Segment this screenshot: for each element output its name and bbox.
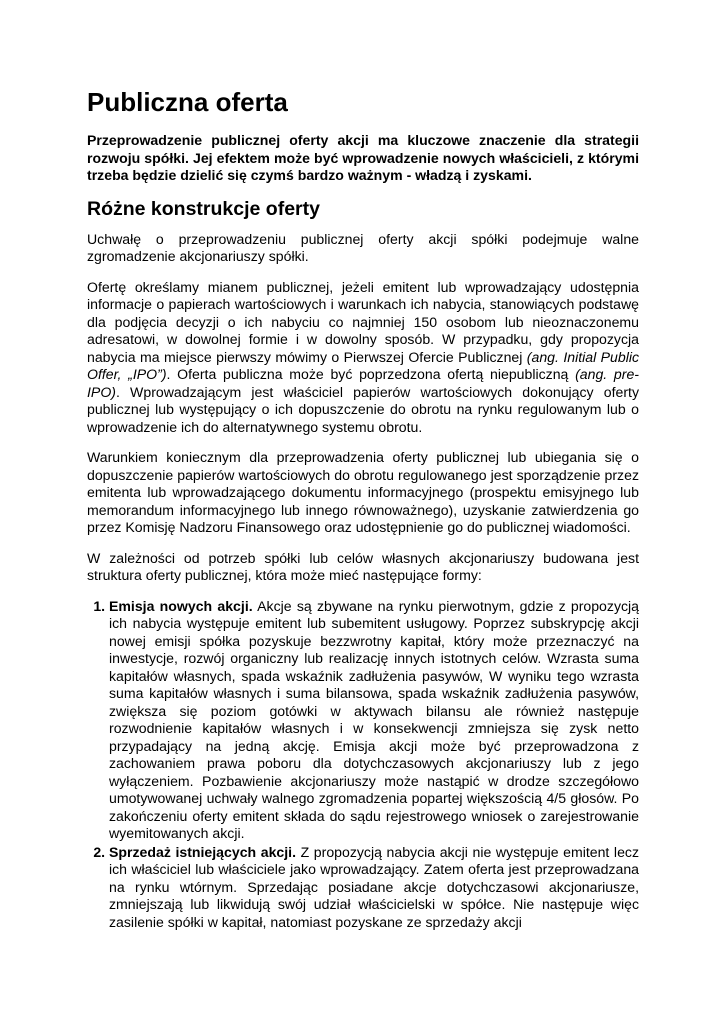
offer-forms-list <box>87 598 639 932</box>
paragraph-resolution: Uchwałę o przeprowadzeniu publicznej oferty akcji spółki podejmuje walne zgromadzenie akcjonariuszy spółki. <box>87 230 639 264</box>
paragraph-structure-intro: W zależności od potrzeb spółki lub celów własnych akcjonariuszy budowana jest struktura oferty publicznej, która może mieć następujące formy: <box>87 549 639 583</box>
paragraph-requirements: Warunkiem koniecznym dla przeprowadzenia oferty publicznej lub ubiegania się o dopuszczenie papierów wartościowych do obrotu regulowanego jest sporządzenie przez emitenta lub wprowadzającego dokumentu informacyjnego (prospektu emisyjnego lub memorandum informacyjnego lub innego równoważnego), uzyskanie zatwierdzenia go przez Komisję Nadzoru Finansowego oraz udostępnienie go do publicznej wiadomości. <box>87 449 639 535</box>
pre-ipo-term: (ang. pre-IPO) <box>87 366 639 400</box>
list-item-heading: Sprzedaż istniejących akcji. <box>109 843 296 860</box>
paragraph-text: . Wprowadzającym jest właściciel papierów wartościowych dokonujący oferty publicznej lub występujący o ich dopuszczenie do obrotu na rynku regulowanym lub o wprowadzenie ich do alternatywnego systemu obrotu. <box>87 383 639 435</box>
paragraph-text: . Oferta publiczna może być poprzedzona ofertą niepubliczną <box>166 366 576 382</box>
lead-paragraph: Przeprowadzenie publicznej oferty akcji ma kluczowe znaczenie dla strategii rozwoju spółki. Jej efektem może być wprowadzenie nowych właścicieli, z którymi trzeba będzie dzielić się czymś bardzo ważnym - władzą i zyskami. <box>87 132 639 183</box>
page-title: Publiczna oferta <box>87 87 288 117</box>
list-item <box>109 598 639 843</box>
list-item-text: Z propozycją nabycia akcji nie występuje emitent lecz ich właściciel lub właściciele jako wprowadzający. Zatem oferta jest przeprowadzana na rynku wtórnym. Sprzedając posiadane akcje dotychczasowi akcjonariusze, zmniejszają lub likwidują swój udział właścicielski w spółce. Nie następuje więc zasilenie spółki w kapitał, natomiast pozyskane ze sprzedaży akcji <box>109 843 639 930</box>
list-item <box>109 844 639 932</box>
paragraph-public-offer-definition <box>87 279 639 437</box>
ipo-term: (ang. Initial Public Offer, „IPO”) <box>87 348 639 382</box>
paragraph-text: Ofertę określamy mianem publicznej, jeżeli emitent lub wprowadzający udostępnia informacje o papierach wartościowych i warunkach ich nabycia, stanowiących podstawę dla podjęcia decyzji o ich nabyciu co najmniej 150 osobom lub nieoznaczonemu adresatowi, w dowolnej formie i w dowolny sposób. W przypadku, gdy propozycja nabycia ma miejsce pierwszy mówimy o Pierwszej Ofercie Publicznej <box>87 278 639 365</box>
list-item-text: Akcje są zbywane na rynku pierwotnym, gdzie z propozycją ich nabycia występuje emitent lub subemitent usługowy. Poprzez subskrypcję akcji nowej emisji spółka pozyskuje bezzwrotny kapitał, który może przeznaczyć na inwestycje, rozwój organiczny lub realizację innych istotnych celów. Wzrasta suma kapitałów własnych, spada wskaźnik zadłużenia pasywów, W wyniku tego wzrasta suma kapitałów własnych i suma bilansowa, spada wskaźnik zadłużenia pasywów, zwiększa się poziom gotówki w aktywach bilansu ale również następuje rozwodnienie kapitałów własnych i w konsekwencji zmniejsza się zysk netto przypadający na jedną akcję. Emisja akcji może być przeprowadzona z zachowaniem prawa poboru dla dotychczasowych akcjonariuszy lub z jego wyłączeniem. Pozbawienie akcjonariuszy może nastąpić w drodze szczegółowo umotywowanej uchwały walnego zgromadzenia popartej większością 4/5 głosów. Po zakończeniu oferty emitent składa do sądu rejestrowego wniosek o zarejestrowanie wyemitowanych akcji. <box>109 597 640 841</box>
list-item-heading: Emisja nowych akcji. <box>109 597 253 614</box>
document-page <box>87 86 639 932</box>
section-title: Różne konstrukcje oferty <box>87 197 320 220</box>
